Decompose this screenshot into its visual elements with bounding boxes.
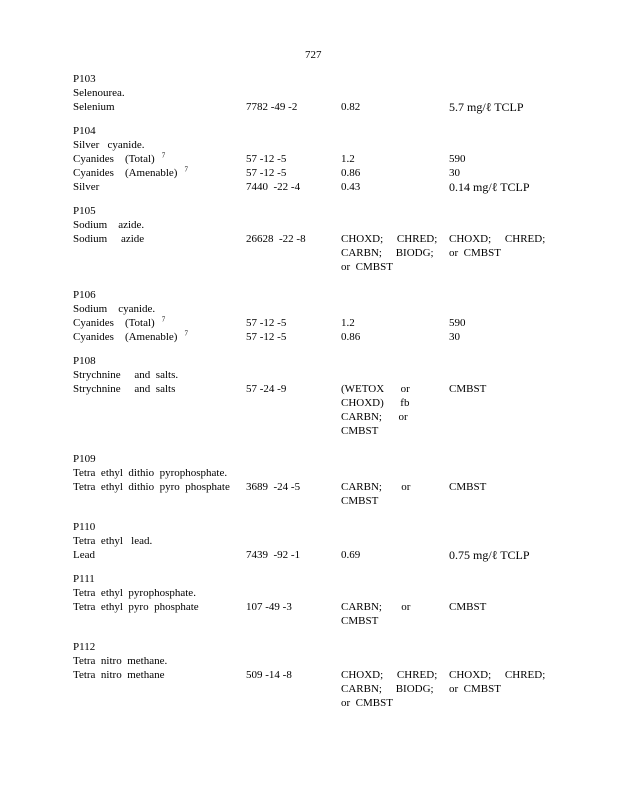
constituent-name	[73, 600, 243, 614]
constituent-row	[73, 232, 593, 274]
waste-entry	[73, 640, 593, 710]
waste-code: P111	[73, 573, 95, 585]
standard-line: CHOXD) fb	[341, 397, 410, 409]
standard-line: CARBN; or	[341, 411, 408, 423]
standard-line: CMBST	[341, 425, 379, 437]
constituent-text: Strychnine and salts	[73, 383, 176, 395]
cas-number: 509 -14 -8	[246, 669, 292, 681]
cas-number: 57 -12 -5	[246, 331, 287, 343]
cas-number: 7439 -92 -1	[246, 549, 301, 561]
constituent-text: Cyanides (Amenable)	[73, 167, 178, 179]
standard-line: 1.2	[341, 317, 355, 329]
footnote-marker: 7	[154, 151, 166, 160]
waste-code: P112	[73, 641, 96, 653]
nonwastewater-standard	[449, 152, 559, 166]
waste-entry	[73, 72, 593, 114]
waste-description: Tetra ethyl lead.	[73, 535, 153, 547]
cas-number: 57 -12 -5	[246, 317, 287, 329]
constituent-name	[73, 100, 243, 114]
waste-code: P110	[73, 521, 96, 533]
waste-code: P104	[73, 125, 96, 137]
constituent-text: Cyanides (Amenable)	[73, 331, 178, 343]
waste-description: Tetra nitro methane.	[73, 655, 168, 667]
standard-line: 1.2	[341, 153, 355, 165]
standard-line: CMBST	[341, 615, 379, 627]
waste-code: P105	[73, 205, 96, 217]
constituent-name	[73, 382, 243, 396]
standard-line: CARBN; BIODG;	[341, 247, 434, 259]
standard-line: CHOXD; CHRED;	[341, 669, 438, 681]
constituent-text: Cyanides (Total)	[73, 317, 155, 329]
cas-number: 57 -12 -5	[246, 153, 287, 165]
constituent-text: Sodium azide	[73, 233, 145, 245]
nonwastewater-standard	[449, 316, 559, 330]
wastewater-standard	[341, 382, 446, 438]
constituent-row	[73, 382, 593, 438]
cas-number: 57 -12 -5	[246, 167, 287, 179]
waste-entry	[73, 124, 593, 194]
constituent-name	[73, 668, 243, 682]
constituent-text: Tetra ethyl pyro phosphate	[73, 601, 199, 613]
standard-line: CMBST	[341, 495, 379, 507]
footnote-marker: 7	[177, 165, 188, 174]
standard-line: 0.69	[341, 549, 361, 561]
nonwastewater-standard	[449, 480, 559, 494]
constituent-name	[73, 548, 243, 562]
wastewater-standard	[341, 330, 446, 344]
waste-entry	[73, 452, 593, 508]
standard-line: CMBST	[449, 383, 487, 395]
constituent-row	[73, 548, 593, 562]
wastewater-standard	[341, 152, 446, 166]
waste-code: P108	[73, 355, 96, 367]
nonwastewater-standard	[449, 548, 559, 562]
nonwastewater-standard	[449, 668, 559, 696]
page-number: 727	[305, 49, 322, 61]
standard-line: 30	[449, 331, 460, 343]
waste-entry	[73, 572, 593, 628]
constituent-row	[73, 180, 593, 194]
standard-line: 0.14 mg/ℓ TCLP	[449, 180, 530, 194]
nonwastewater-standard	[449, 166, 559, 180]
nonwastewater-standard	[449, 180, 559, 194]
standard-line: CHOXD; CHRED;	[449, 669, 546, 681]
nonwastewater-standard	[449, 100, 559, 114]
constituent-name	[73, 232, 243, 246]
nonwastewater-standard	[449, 232, 559, 260]
constituent-name	[73, 316, 243, 330]
waste-description: Tetra ethyl pyrophosphate.	[73, 587, 196, 599]
standard-line: 5.7 mg/ℓ TCLP	[449, 100, 524, 114]
standard-line: CARBN; BIODG;	[341, 683, 434, 695]
standard-line: CMBST	[449, 481, 487, 493]
wastewater-standard	[341, 316, 446, 330]
footnote-marker: 7	[154, 315, 166, 324]
wastewater-standard	[341, 232, 446, 274]
waste-entry	[73, 520, 593, 562]
constituent-name	[73, 480, 243, 494]
cas-number: 7782 -49 -2	[246, 101, 298, 113]
standard-line: 0.43	[341, 181, 361, 193]
constituent-row	[73, 480, 593, 508]
cas-number: 107 -49 -3	[246, 601, 292, 613]
standard-line: or CMBST	[341, 697, 393, 709]
waste-code: P109	[73, 453, 96, 465]
waste-description: Strychnine and salts.	[73, 369, 179, 381]
standard-line: or CMBST	[449, 247, 501, 259]
wastewater-standard	[341, 166, 446, 180]
cas-number: 26628 -22 -8	[246, 233, 306, 245]
waste-entries	[73, 72, 593, 720]
constituent-row	[73, 330, 593, 344]
waste-code: P106	[73, 289, 96, 301]
waste-description: Tetra ethyl dithio pyrophosphate.	[73, 467, 228, 479]
cas-number: 57 -24 -9	[246, 383, 287, 395]
constituent-text: Tetra nitro methane	[73, 669, 165, 681]
constituent-name	[73, 330, 243, 344]
waste-description: Sodium cyanide.	[73, 303, 156, 315]
constituent-row	[73, 100, 593, 114]
waste-description: Selenourea.	[73, 87, 125, 99]
footnote-marker: 7	[177, 329, 188, 338]
waste-description: Sodium azide.	[73, 219, 145, 231]
constituent-text: Cyanides (Total)	[73, 153, 155, 165]
standard-line: 30	[449, 167, 460, 179]
standard-line: CHOXD; CHRED;	[449, 233, 546, 245]
nonwastewater-standard	[449, 600, 559, 614]
wastewater-standard	[341, 480, 446, 508]
waste-code: P103	[73, 73, 96, 85]
standard-line: or CMBST	[449, 683, 501, 695]
standard-line: 0.75 mg/ℓ TCLP	[449, 548, 530, 562]
constituent-row	[73, 152, 593, 166]
standard-line: 0.82	[341, 101, 361, 113]
constituent-name	[73, 180, 243, 194]
constituent-row	[73, 668, 593, 710]
standard-line: CMBST	[449, 601, 487, 613]
waste-description: Silver cyanide.	[73, 139, 145, 151]
standard-line: 590	[449, 153, 466, 165]
constituent-text: Selenium	[73, 101, 115, 113]
standard-line: or CMBST	[341, 261, 393, 273]
cas-number: 7440 -22 -4	[246, 181, 301, 193]
standard-line: CHOXD; CHRED;	[341, 233, 438, 245]
constituent-name	[73, 152, 243, 166]
wastewater-standard	[341, 180, 446, 194]
constituent-row	[73, 166, 593, 180]
cas-number: 3689 -24 -5	[246, 481, 301, 493]
wastewater-standard	[341, 548, 446, 562]
wastewater-standard	[341, 100, 446, 114]
waste-entry	[73, 288, 593, 344]
standard-line: (WETOX or	[341, 383, 410, 395]
waste-entry	[73, 204, 593, 274]
standard-line: 590	[449, 317, 466, 329]
standard-line: CARBN; or	[341, 481, 411, 493]
waste-entry	[73, 354, 593, 438]
constituent-text: Silver	[73, 181, 100, 193]
constituent-row	[73, 600, 593, 628]
standard-line: 0.86	[341, 167, 361, 179]
standard-line: CARBN; or	[341, 601, 411, 613]
constituent-name	[73, 166, 243, 180]
constituent-row	[73, 316, 593, 330]
wastewater-standard	[341, 600, 446, 628]
wastewater-standard	[341, 668, 446, 710]
constituent-text: Tetra ethyl dithio pyro phosphate	[73, 481, 230, 493]
nonwastewater-standard	[449, 382, 559, 396]
standard-line: 0.86	[341, 331, 361, 343]
nonwastewater-standard	[449, 330, 559, 344]
constituent-text: Lead	[73, 549, 95, 561]
